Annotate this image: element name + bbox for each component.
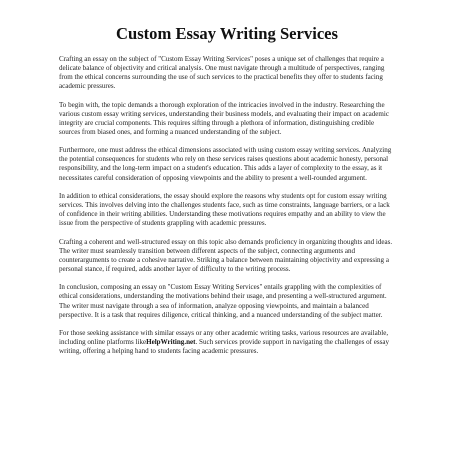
- paragraph-research: To begin with, the topic demands a thorough exploration of the intricacies involved in the industry. Researching the various custom essay writing services, understanding their business models, and evaluating their impact on academic integrity are crucial components. This requires sifting through a plethora of information, distinguishing credible sources from biased ones, and forming a nuanced understanding of the subject.: [59, 100, 389, 136]
- document-title: Custom Essay Writing Services: [115, 24, 339, 43]
- helpwriting-link[interactable]: HelpWriting.net: [146, 338, 196, 347]
- paragraph-motivations: In addition to ethical considerations, the essay should explore the reasons why students opt for custom essay writing services. This involves delving into the challenges students face, such as time constraints, language barriers, or a lack of confidence in their writing abilities. Understanding these motivations requires empathy and an ability to view the issue from the perspective of students grappling with academic pressures.: [59, 192, 390, 228]
- paragraph-closing: [59, 329, 395, 356]
- closing-text-after-link: . Such services provide support in navigating the challenges of essay writing, offering a helping hand to students facing academic pressures.: [59, 338, 390, 356]
- paragraph-intro: Crafting an essay on the subject of "Custom Essay Writing Services" poses a unique set of challenges that require a delicate balance of objectivity and critical analysis. One must navigate through a multitude of perspectives, ranging from the ethical concerns surrounding the use of such services to the practical benefits they offer to students facing academic pressures.: [59, 55, 385, 91]
- paragraph-structure: Crafting a coherent and well-structured essay on this topic also demands proficiency in organizing thoughts and ideas. The writer must seamlessly transition between different aspects of the subject, connecting arguments and counterarguments to create a cohesive narrative. Striking a balance between maintaining objectivity and expressing a personal stance, if required, adds another layer of difficulty to the writing process.: [59, 237, 393, 273]
- paragraph-conclusion: In conclusion, composing an essay on "Custom Essay Writing Services" entails grappling with the complexities of ethical considerations, understanding the motivations behind their usage, and presenting a well-structured argument. The writer must navigate through a sea of information, analyze opposing viewpoints, and maintain a balanced perspective. It is a task that requires diligence, critical thinking, and a nuanced understanding of the subject matter.: [59, 283, 387, 319]
- paragraph-ethics: Furthermore, one must address the ethical dimensions associated with using custom essay writing services. Analyzing the potential consequences for students who rely on these services raises questions about academic honesty, personal responsibility, and the long-term impact on a student's education. This adds a layer of complexity to the essay, as it necessitates careful consideration of opposing viewpoints and the ability to present a well-rounded argument.: [59, 146, 392, 182]
- closing-text-before-link: For those seeking assistance with similar essays or any other academic writing tasks, various resources are available, including online platforms like: [59, 329, 389, 347]
